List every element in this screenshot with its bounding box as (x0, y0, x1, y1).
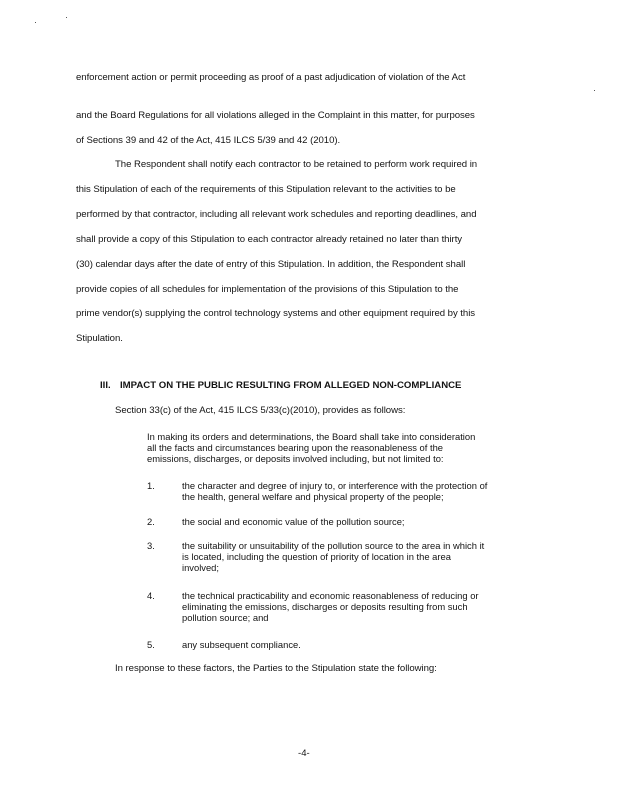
quote-line: all the facts and circumstances bearing upon the reasonableness of the (147, 442, 444, 453)
text-line: shall provide a copy of this Stipulation to each contractor already retained no later than thirty (76, 234, 463, 245)
section-intro: Section 33(c) of the Act, 415 ILCS 5/33(c)(2010), provides as follows: (115, 405, 406, 416)
statute-quote (147, 431, 537, 464)
scan-speck (66, 17, 67, 18)
text-line: and the Board Regulations for all violations alleged in the Complaint in this matter, for purposes (76, 110, 475, 121)
quote-line: emissions, discharges, or deposits involved including, but not limited to: (147, 453, 444, 464)
factor-line: any subsequent compliance. (182, 639, 301, 650)
text-line: enforcement action or permit proceeding as proof of a past adjudication of violation of the Act (76, 72, 466, 83)
factor-line: the character and degree of injury to, or interference with the protection of (182, 480, 488, 491)
text-line: Stipulation. (76, 333, 123, 344)
factor-text (182, 639, 542, 650)
quote-line: In making its orders and determinations, the Board shall take into consideration (147, 431, 476, 442)
factor-text (182, 480, 542, 502)
factor-line: the suitability or unsuitability of the pollution source to the area in which it (182, 540, 485, 551)
section-heading (100, 380, 461, 392)
factor-number: 4. (147, 590, 155, 601)
text-line: performed by that contractor, including all relevant work schedules and reporting deadlines, and (76, 209, 477, 220)
text-line: of Sections 39 and 42 of the Act, 415 ILCS 5/39 and 42 (2010). (76, 135, 341, 146)
factor-line: the health, general welfare and physical property of the people; (182, 491, 444, 502)
text-line: provide copies of all schedules for implementation of the provisions of this Stipulation to the (76, 284, 459, 295)
factor-line: pollution source; and (182, 612, 269, 623)
factor-line: eliminating the emissions, discharges or deposits resulting from such (182, 601, 468, 612)
factor-number: 1. (147, 480, 155, 491)
factor-text (182, 590, 542, 623)
factor-number: 2. (147, 516, 155, 527)
scan-speck (35, 22, 36, 23)
factor-number: 3. (147, 540, 155, 551)
factor-text (182, 540, 542, 573)
closing-line: In response to these factors, the Parties to the Stipulation state the following: (115, 663, 437, 674)
text-line: prime vendor(s) supplying the control technology systems and other equipment required by this (76, 308, 476, 319)
factor-line: the technical practicability and economic reasonableness of reducing or (182, 590, 479, 601)
factor-line: the social and economic value of the pollution source; (182, 516, 405, 527)
text-line: (30) calendar days after the date of entry of this Stipulation. In addition, the Respondent shall (76, 259, 466, 270)
text-line: The Respondent shall notify each contractor to be retained to perform work required in (115, 159, 478, 170)
section-title: IMPACT ON THE PUBLIC RESULTING FROM ALLEGED NON-COMPLIANCE (120, 380, 462, 391)
factor-line: involved; (182, 562, 220, 573)
factor-line: is located, including the question of priority of location in the area (182, 551, 451, 562)
page-number: -4- (298, 748, 310, 759)
section-number: III. (100, 380, 111, 391)
factor-number: 5. (147, 639, 155, 650)
factor-text (182, 516, 542, 527)
text-line: this Stipulation of each of the requirements of this Stipulation relevant to the activities to be (76, 184, 456, 195)
scan-speck (594, 90, 595, 91)
